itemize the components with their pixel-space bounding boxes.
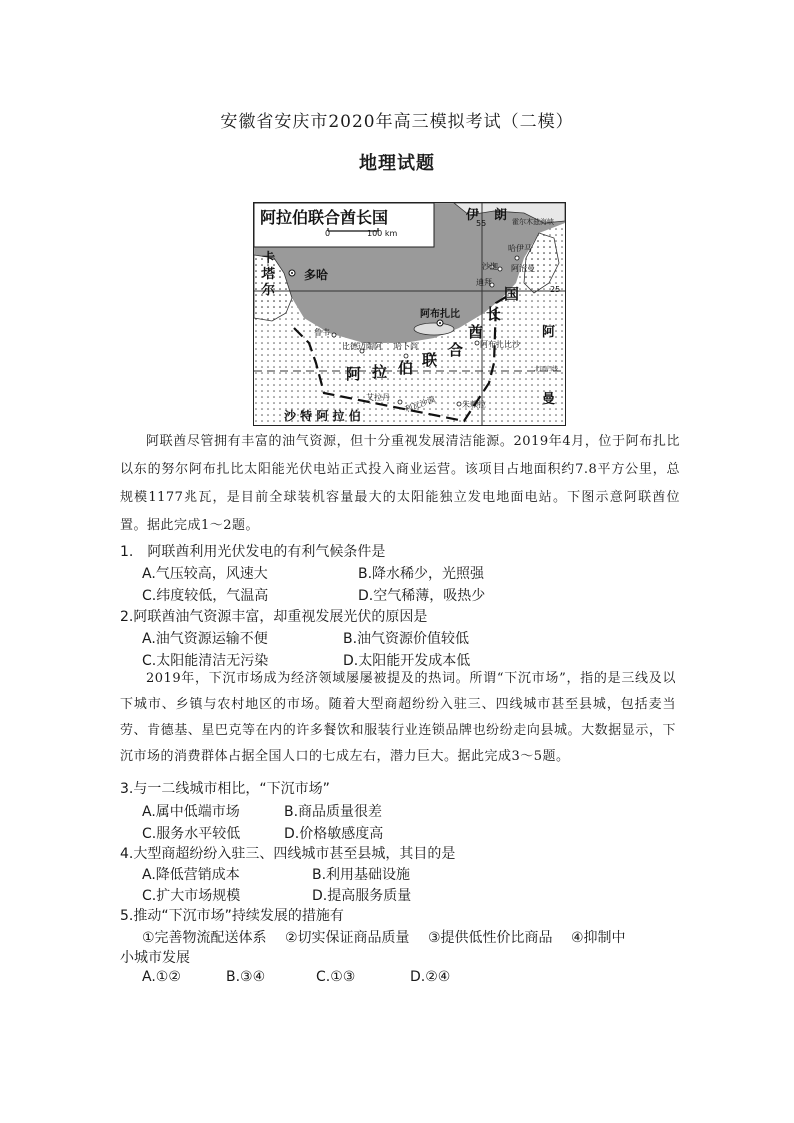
- label-oman-2: 曼: [542, 392, 556, 407]
- lat-25-label: 25: [550, 285, 561, 294]
- label-oman-1: 阿: [542, 325, 556, 340]
- label-dubai: 迪拜: [476, 278, 492, 287]
- q1-option-a: A.气压较高，风速大: [142, 566, 268, 582]
- label-uae-5: 合: [448, 341, 464, 359]
- q2-option-a: A.油气资源运输不便: [142, 631, 268, 647]
- q5-items-line-2: 小城市发展: [120, 950, 190, 966]
- label-qatar-2: 塔: [262, 267, 276, 282]
- q3-stem: 3.与一二线城市相比，“下沉市场”: [120, 781, 330, 797]
- q1-stem: 1. 阿联酋利用光伏发电的有利气候条件是: [120, 544, 386, 560]
- label-iran-2: 朗: [494, 208, 508, 223]
- label-abu-dhabi-desert: 阿布扎比沙: [480, 340, 520, 349]
- label-habshan: 哈卜尚: [394, 342, 418, 351]
- label-uae-3: 伯: [398, 359, 414, 377]
- scale-zero: 0: [325, 229, 331, 238]
- q5-items-line-1: ①完善物流配送体系 ②切实保证商品质量 ③提供低性价比商品 ④抑制中: [142, 930, 626, 946]
- q1-option-c: C.纬度较低，气温高: [142, 588, 269, 604]
- label-ayla: 艾拉丹: [366, 393, 390, 402]
- label-zahr: 朱赖拉: [462, 400, 486, 409]
- uae-map: [253, 202, 566, 426]
- q3-option-c: C.服务水平较低: [142, 826, 241, 842]
- abu-dhabi-island: [414, 323, 454, 335]
- label-uae-4: 联: [422, 351, 438, 369]
- map-graphic: [254, 203, 565, 425]
- label-madinat-zayed: 比德迈陶阿: [342, 342, 382, 351]
- q2-option-d: D.太阳能开发成本低: [343, 653, 471, 669]
- intro-paragraph-2: 2019年，下沉市场成为经济领域屡屡被提及的热词。所谓“下沉市场”，指的是三线及以下城市、乡镇与农村地区的市场。随着大型商超纷纷入驻三、四线城市甚至县城，包括麦当劳、肯德基、星巴克等在内的许多餐饮和服装行业连锁品牌也纷纷走向县城。大数据显示，下沉市场的消费群体占据全国人口的七成左右，潜力巨大。据此完成3～5题。: [120, 671, 676, 764]
- q4-stem: 4.大型商超纷纷入驻三、四线城市甚至县城，其目的是: [120, 846, 456, 862]
- q1-option-d: D.空气稀薄，吸热少: [358, 588, 486, 604]
- label-qatar-1: 卡: [262, 251, 276, 266]
- q2-stem: 2.阿联酋油气资源丰富，却重视发展光伏的原因是: [120, 609, 428, 625]
- q3-option-b: B.商品质量很差: [284, 804, 383, 820]
- lon-55-label: 55: [476, 219, 487, 228]
- label-iran-1: 伊: [466, 208, 480, 223]
- exam-subject: 地理试题: [359, 153, 435, 174]
- q2-option-c: C.太阳能清洁无污染: [142, 653, 269, 669]
- q2-option-b: B.油气资源价值较低: [343, 631, 470, 647]
- label-tropic: 北回归线: [534, 366, 559, 373]
- label-uae-8: 国: [504, 285, 520, 303]
- label-abu-dhabi: 阿布扎比: [420, 309, 460, 320]
- label-ras-al-khaimah: 哈伊马: [508, 244, 532, 253]
- label-uae-6: 酋: [468, 323, 484, 341]
- map-title: 阿拉伯联合酋长国: [260, 208, 389, 227]
- q5-stem: 5.推动“下沉市场”持续发展的措施有: [120, 908, 344, 924]
- label-saudi: 沙 特 阿 拉 伯: [284, 409, 361, 423]
- q4-option-c: C.扩大市场规模: [142, 888, 241, 904]
- exam-title: 安徽省安庆市2020年高三模拟考试（二模）: [220, 112, 574, 132]
- q3-option-a: A.属中低端市场: [142, 804, 240, 820]
- label-doha: 多哈: [304, 268, 329, 282]
- q5-option-b: B.③④: [226, 969, 266, 985]
- q4-option-d: D.提高服务质量: [312, 888, 412, 904]
- q1-option-b: B.降水稀少，光照强: [358, 566, 485, 582]
- label-uae-7: 长: [486, 305, 502, 323]
- label-qatar-3: 尔: [262, 283, 276, 298]
- label-ajman: 阿治曼: [511, 264, 535, 273]
- label-hormuz: 霍尔木兹海峡: [512, 218, 554, 226]
- scale-label: 100 km: [367, 229, 398, 238]
- q5-option-c: C.①③: [316, 969, 356, 985]
- q5-option-d: D.②④: [410, 969, 451, 985]
- q4-option-b: B.利用基础设施: [312, 867, 411, 883]
- q4-option-a: A.降低营销成本: [142, 867, 240, 883]
- q3-option-d: D.价格敏感度高: [284, 826, 384, 842]
- label-sharjah: 沙迦: [482, 262, 498, 271]
- q5-option-a: A.①②: [142, 969, 181, 985]
- label-ruwais: 鲁韦: [314, 328, 330, 337]
- intro-paragraph-1: 阿联酋尽管拥有丰富的油气资源，但十分重视发展清洁能源。2019年4月，位于阿布扎比以东的努尔阿布扎比太阳能光伏电站正式投入商业运营。该项目占地面积约7.8平方公里，总规模1177兆瓦，是目前全球装机容量最大的太阳能独立发电地面电站。下图示意阿联酋位置。据此完成1～2题。: [120, 434, 680, 533]
- label-liwa: 利瓦沙漠: [403, 394, 437, 415]
- label-uae-2: 拉: [372, 363, 388, 381]
- label-uae-1: 阿: [346, 365, 362, 383]
